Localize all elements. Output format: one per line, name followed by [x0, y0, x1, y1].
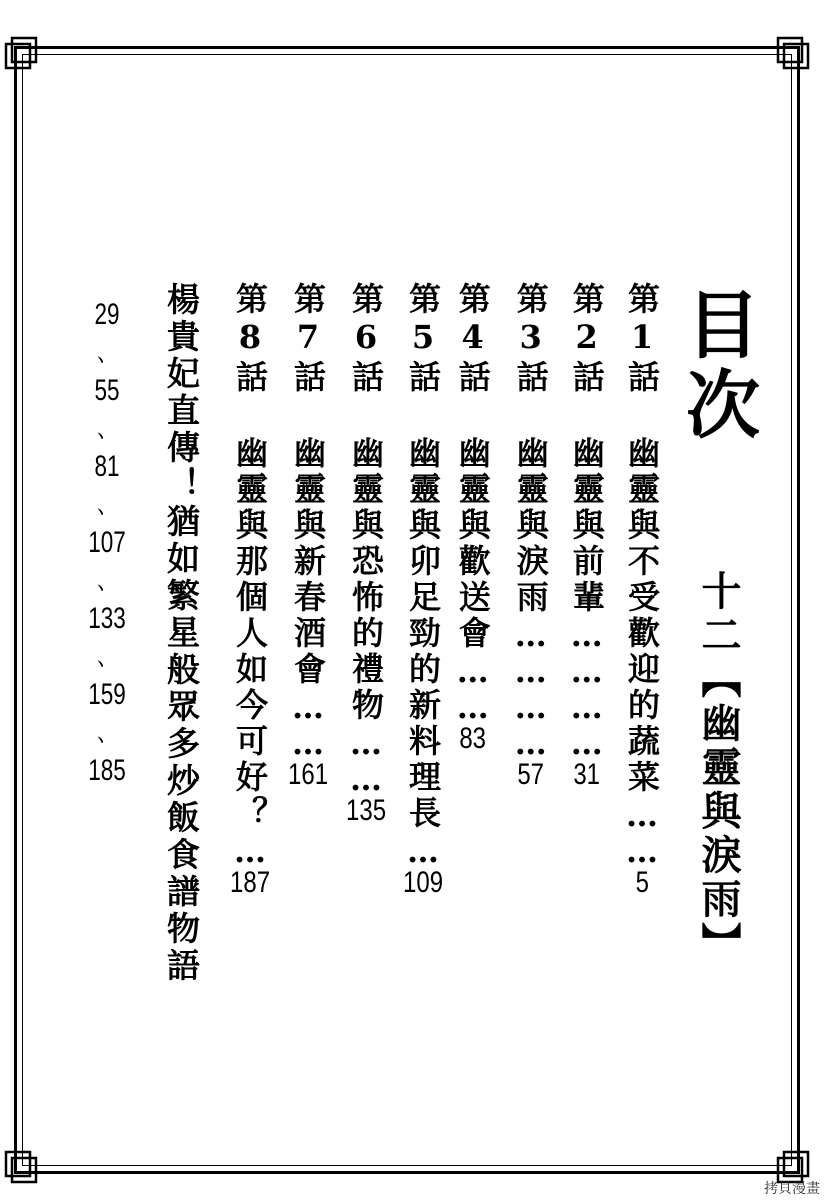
chapter-title: 幽靈與不受歡迎的蔬菜: [623, 436, 661, 796]
page-number: 81: [94, 450, 120, 483]
corner-ornament-icon: [4, 1150, 38, 1184]
leader-dots: …: [231, 832, 270, 868]
toc-entry-7[interactable]: [283, 282, 333, 790]
toc-entry-8[interactable]: [225, 282, 275, 898]
chapter-label: 第1話: [623, 282, 661, 396]
page-number: 5: [635, 866, 649, 899]
page-number: 161: [288, 758, 329, 791]
toc-entry-3[interactable]: [511, 282, 550, 791]
toc-entry-5[interactable]: [398, 282, 448, 898]
toc-entry-4[interactable]: [453, 282, 492, 755]
toc-entry-1[interactable]: [623, 282, 661, 899]
page-number: 133: [88, 602, 126, 635]
separator: 、: [97, 414, 117, 444]
separator: 、: [97, 338, 117, 368]
page-number: 29: [94, 298, 120, 331]
chapter-title: 幽靈與恐怖的禮物: [347, 436, 386, 724]
page-number: 107: [88, 526, 126, 559]
corner-ornament-icon: [776, 36, 810, 70]
leader-dots: ……: [289, 688, 328, 760]
leader-dots: …………: [511, 616, 550, 760]
page-number: 135: [346, 794, 387, 827]
leader-dots: ……: [453, 652, 492, 724]
watermark: 拷貝漫畫: [764, 1181, 820, 1197]
corner-ornament-icon: [4, 36, 38, 70]
page-number: 159: [88, 678, 126, 711]
volume-subtitle: 十二【幽靈與淚雨】: [695, 570, 742, 966]
toc-entry-extra[interactable]: 楊貴妃直傳！猶如繁星般眾多炒飯食譜物語: [162, 282, 201, 985]
chapter-title: 幽靈與淚雨: [511, 436, 550, 616]
separator: 、: [97, 718, 117, 748]
toc-entry-2[interactable]: [567, 282, 606, 791]
page-number: 31: [573, 758, 601, 791]
page-number: 187: [230, 866, 271, 899]
page-number: 109: [403, 866, 444, 899]
page-number: 83: [459, 722, 487, 755]
chapter-label: 第5話: [404, 282, 443, 396]
leader-dots: …………: [567, 616, 606, 760]
page-title: 目次: [674, 286, 760, 446]
chapter-title: 幽靈與前輩: [567, 436, 606, 616]
chapter-label: 第3話: [511, 282, 550, 396]
leader-dots: ……: [347, 724, 386, 796]
leader-dots: …: [404, 832, 443, 868]
chapter-title: 幽靈與卯足勁的新料理長: [404, 436, 443, 832]
toc-entry-6[interactable]: [341, 282, 391, 826]
page-number: 55: [94, 374, 120, 407]
separator: 、: [97, 566, 117, 596]
extra-page-list: [82, 296, 132, 790]
chapter-title: 幽靈與歡送會: [453, 436, 492, 652]
separator: 、: [97, 490, 117, 520]
chapter-title: 幽靈與新春酒會: [289, 436, 328, 688]
chapter-label: 第6話: [347, 282, 386, 396]
chapter-label: 第4話: [453, 282, 492, 396]
page-number: 185: [88, 754, 126, 787]
chapter-label: 第7話: [289, 282, 328, 396]
separator: 、: [97, 642, 117, 672]
page-number: 57: [517, 758, 545, 791]
chapter-title: 幽靈與那個人如今可好？: [231, 436, 270, 832]
leader-dots: ……: [623, 796, 661, 868]
chapter-label: 第2話: [567, 282, 606, 396]
chapter-label: 第8話: [231, 282, 270, 396]
